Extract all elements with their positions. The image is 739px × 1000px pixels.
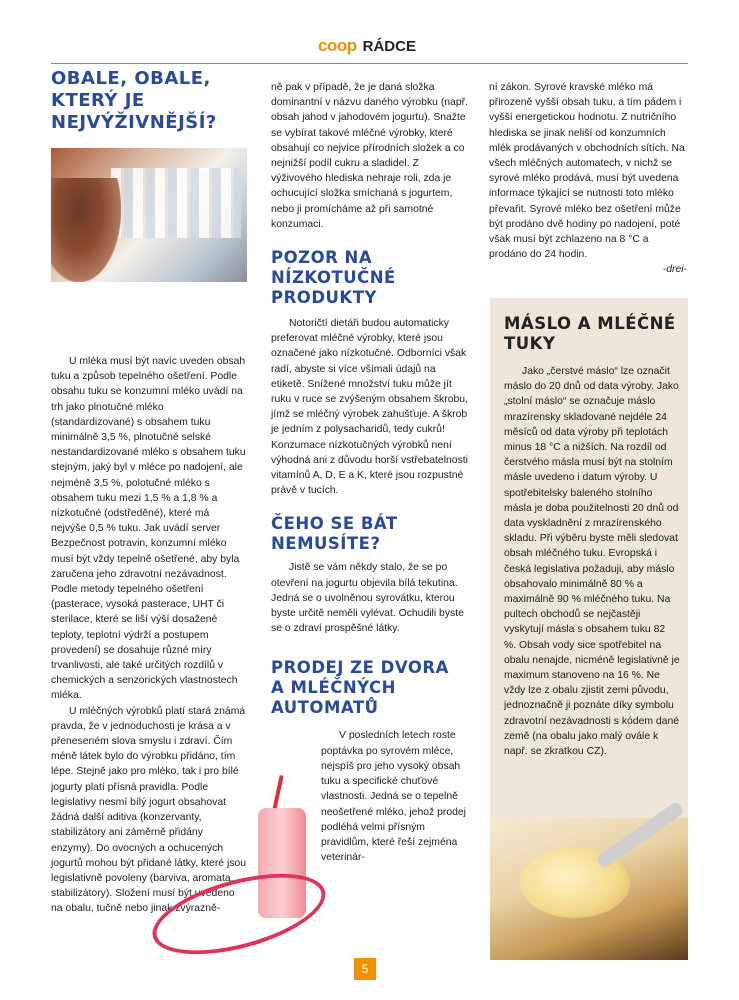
paragraph: V posledních letech roste poptávka po syrovém mléce, nejspíš pro jeho vysoký obsah tuku a specifické chuťové vlastnosti. Jedná se o tepelně neošetřené mléko, jehož prodej podléhá velmi přísným pravidlům, které řeší zejména veterinár- (321, 730, 466, 864)
article-title: OBALE, OBALE, KTERÝ JE NEJVÝŽIVNĚJŠÍ? (51, 68, 217, 133)
coop-logo: coop (318, 36, 357, 55)
paragraph: ně pak v případě, že je daná složka dominantní v názvu daného výrobku (např. obsah jahod v jahodovém jogurtu). Snažte se vybírat takové mléčné výrobky, které obsahují co nejvíce přírodních složek a co nejnižší podíl cukru a sladidel. Z výživového hlediska nehraje roli, zda je ochucující složka smíchaná s jogurtem, nebo ji promícháme až při samotné konzumaci. (271, 82, 468, 230)
page-number: 5 (354, 958, 376, 980)
paragraph: U mléka musí být navíc uveden obsah tuku a způsob tepelného ošetření. Podle obsahu tuku se konzumní mléko uvádí na trh jako plnotučné mléko (standardizované) s obsahem tuku minimálně 3,5 %, plnotučné selské nestandardizované mléko s obsahem tuku stejným, jaký byl v mléce po nadojení, ale nejméně 3,5 %, polotučné mléko s obsahem tuku mezi 1,5 % a 1,8 % a nízkotučné (odstředěné), které má nejvýše 0,5 % tuku. Jak uvádí server Bezpečnost potravin, konzumní mléko musí být vždy tepelně ošetřené, aby byla zaručena jeho zdravotní nezávadnost. Podle metody tepelného ošetření (pasterace, vysoká pasterace, UHT či sterilace, které se liší výší dosažené teploty, teplotní výdrží a postupem provedení) se dosahuje různé míry trvanlivosti, ale také určitých rozdílů v chemických a senzorických vlastnostech mléka. (51, 356, 246, 702)
sidebar-text: Jako „čerstvé máslo“ lze označit máslo do 20 dnů od data výroby. Jako „stolní máslo“ se označuje máslo mrazírensky skladované nejdéle 24 měsíců od data výroby při teplotách minus 18 °C a nižších. Na rozdíl od čerstvého másla musí být na stolním másle uvedeno i datum výroby. U spotřebitelsky baleného stolního másla je doba použitelnosti 20 dnů od data vyskladnění z mrazírenského skladu. Při výběru byste měli sledovat obsah mléčného tuku. Evropská i česká legislativa požaduji, aby máslo obsahovalo minimálně 80 % a maximálně 90 % mléčného tuku. Na pultech obchodů se nejčastěji vyskytují másla s obsahem tuku 82 %. Obsah vody sice spotřebitel na obalu nenajde, nicméně legislativně je maximum stanoveno na 16 %. Ne vždy lze z obalu zjistit zemi původu, jednoznačně ji poznáte díky symbolu zdravotní nezávadnosti s kódem dané země (na obalu jako malý ovále k např. se zkratkou CZ). (504, 366, 680, 758)
section-heading: ČEHO SE BÁT NEMUSÍTE? (271, 514, 398, 554)
sidebar-title: MÁSLO A MLÉČNÉ TUKY (504, 314, 676, 353)
paragraph: U mléčných výrobků platí stará známá pravda, že v jednoduchosti je krása a v přeneseném slova smyslu i zdraví. Čím méně látek bylo do výrobku přidáno, tím lépe. Stejně jako pro mléko, tak i pro bílé jogurty platí přísná pravidla. Podle legislativy nesmí bílý jogurt obsahovat žádná další aditiva (konzervanty, stabilizátory ani záměrně přidány enzymy). Do ovocných a ochucených jogurtů mohou být přidané látky, které jsou legislativně povoleny (barviva, aromata, stabilizátory). Složení musí být uvedeno na obalu, tučně nebo jinak zvýrazně- (51, 705, 247, 915)
paragraph: ní zákon. Syrové kravské mléko má přirozeně vyšší obsah tuku, a tím pádem i vyšší energetickou hodnotu. Z nutričního hlediska se jinak neliší od konzumních mlék prodávaných v obchodních sítích. Na všech mléčných automatech, v nichž se syrové mléko prodává, musí být uvedena informace týkající se nutnosti toto mléko převařit. Syrové mléko bez ošetření může být prodáno dvě hodiny po nadojení, poté však musí být zchlazeno na 8 °C a prodáno do 24 hodin. (489, 82, 685, 261)
coop-radce-logo (318, 36, 416, 56)
paragraph: Notoričtí dietáři budou automaticky preferovat mléčné výrobky, které jsou označené jako nízkotučné. Odborníci však radí, abyste si více všímali údajů na etiketě. Snížené množství tuku může jít ruku v ruce se zvýšeným obsahem škrobu, jímž se mléčný výrobek zahušťuje. A škrob je jedním z polysacharidů, tedy cukrů! Konzumace nízkotučných výrobků není výhodná ani z důvodu horší vstřebatelnosti vitamínů A, D, E a K, které jsou rozpustné právě v tucích. (271, 318, 468, 497)
author-signature: -drei- (662, 264, 687, 276)
column-3 (489, 80, 687, 278)
column-2 (271, 80, 471, 865)
section-heading: POZOR NA NÍZKOTUČNÉ PRODUKTY (271, 248, 396, 308)
dairy-shelf-image (111, 168, 241, 238)
shopping-photo (51, 148, 247, 282)
section-name: RÁDCE (362, 37, 416, 55)
header-divider (51, 63, 688, 64)
page-header (0, 0, 739, 60)
section-heading: PRODEJ ZE DVORA A MLÉČNÝCH AUTOMATŮ (271, 658, 449, 718)
butter-photo (490, 818, 688, 960)
shopper-image (51, 178, 121, 282)
paragraph: Jistě se vám někdy stalo, že se po otevření na jogurtu objevila bílá tekutina. Jedná se o uvolněnou syrovátku, kterou byste určitě neměli vylévat. Ochudili byste se o zdraví prospěšné látky. (271, 562, 464, 635)
